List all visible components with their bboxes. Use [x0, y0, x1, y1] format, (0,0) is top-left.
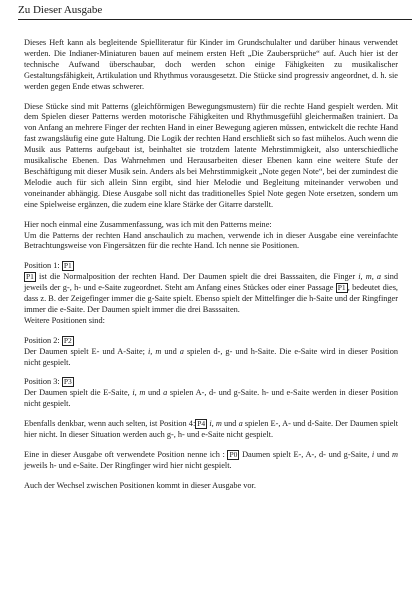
position-box-p0: P0 [229, 450, 238, 459]
fingers-i-m-a: i, m, a [358, 272, 382, 282]
closing-paragraph: Auch der Wechsel zwischen Positionen kommt in dieser Ausgabe vor. [24, 480, 256, 490]
position-3-text-a: Der Daumen spielt die E-Saite, [24, 388, 130, 398]
position-3-heading: Position 3: P3 [24, 377, 72, 387]
position-1-block [24, 261, 398, 326]
patterns-paragraph: Diese Stücke sind mit Patterns (gleichförmigen Bewegungsmustern) für die rechte Hand gespielt werden. Mit dem Spielen dieser Patterns werden motorische Fähigkeiten und Rhythmusgefühl gleichermaßen trainiert. Da von Anfang an mehrere Finger der rechten Hand in einer Bewegung agieren müssen, entwickelt die rechte Hand fast zwangsläufig eine gute Haltung. Die Logik der rechten Hand erschließt sich so fast mühelos. Auch wenn die Musik aus Patterns aufgebaut ist, beinhaltet sie trotzdem latente Mehrstimmigkeit, also unterschiedliche musikalische Ebenen. Das Wahrnehmen und Herausarbeiten dieser Ebenen kann eine weitere Stufe der Beschäftigung mit dieser Musik sein. Anders als bei Mehrstimmigkeit „Note gegen Note“, bei der zumindest die Melodie auch für sich allein Sinn ergibt, sind hier Melodie und Begleitung miteinander verwoben und voneinander abhängig. Diese Ausgabe soll nicht das traditionelles Spiel Note gegen Note ersetzen, sondern um eine Spielweise ergänzen, die zudem eine klare Stärke der Gitarre darstellt. [24, 101, 398, 209]
summary-line-2: Um die Patterns der rechten Hand anschaulich zu machen, verwende ich in dieser Ausgabe eine vereinfachte Betrachtungsweise von Fingersätzen für die rechte Hand. Ich nenne sie Positionen. [24, 230, 398, 251]
intro-paragraph: Dieses Heft kann als begleitende Spielliteratur für Kinder im Grundschulalter und darüber hinaus verwendet werden. Die Indianer-Miniaturen bauen auf meinem ersten Heft „Die Zaubersprüche“ auf. Auch hier ist der technische Aufwand überschaubar, doch werden schon einige Fähigkeiten zu musikalischer Gestaltungsfähigkeit, Artikulation und Rhythmus vorausgesetzt. Die Stücke sind progressiv angeordnet, d. h. sie werden gegen Ende etwas schwerer. [24, 38, 398, 91]
position-4-text-b: spielen E-, A- und d-Saite. Der Daumen spielt hier nicht. In dieser Situation werden auch g-, h- und e-Saite nicht gespielt. [24, 419, 399, 440]
position-3-text-b: spielen A-, d- und g-Saite. h- und e-Saite werden in dieser Position nicht gespielt. [24, 388, 398, 409]
position-4-block: Ebenfalls denkbar, wenn auch selten, ist Position 4: P4 i, m und a spielen E-, A- und d-Saite. Der Daumen spielt hier nicht. In dieser Situation werden auch g-, h- und e-Saite nicht gespielt. [24, 419, 399, 440]
position-box-p4: P4 [197, 419, 206, 429]
finger-a: a [179, 346, 184, 356]
position-2-block: Position 2: P2 Der Daumen spielt E- und A-Saite; i, m und a spielen d-, g- und h-Saite. Die e-Saite wird in dieser Position nicht gespielt. [24, 335, 399, 367]
position-0-block: Eine in dieser Ausgabe oft verwendete Position nenne ich : P0 Daumen spielt E-, A-, d- und g-Saite, i und m jeweils h- und e-Saite. Der Ringfinger wird hier nicht gespielt. [24, 450, 398, 470]
position-1-heading: Position 1: P1 [24, 261, 72, 271]
position-0-text-c: jeweils h- und e-Saite. Der Ringfinger wird hier nicht gespielt. [24, 460, 232, 470]
position-4-text-a: Ebenfalls denkbar, wenn auch selten, ist Position 4: [24, 419, 196, 429]
position-1-text-c: , bedeutet dies, dass z. B. der Zeigefinger immer die g-Saite spielt. Ebenso spielt der Mittelfinger die h-Saite und der Ringfinger immer die e-Saite. Der Daumen spielt immer die drei Basssaiten. [24, 283, 399, 314]
summary-paragraph [24, 220, 398, 253]
document-body [24, 38, 398, 492]
position-box-p1: P1 [337, 283, 346, 293]
fingers-i-m: i, m [132, 388, 146, 398]
finger-a: a [238, 419, 243, 429]
position-box-p1: P1 [63, 261, 72, 271]
fingers-sind: sind [384, 272, 399, 282]
fingers-i-m: i, m [209, 419, 222, 429]
position-1-text-a: ist die Normalposition der rechten Hand. Der Daumen spielt die drei Basssaiten, die Finger [39, 272, 356, 282]
position-2-heading: Position 2: P2 [24, 335, 72, 345]
position-0-text-a: Eine in dieser Ausgabe oft verwendete Position nenne ich : [24, 450, 225, 459]
position-2-text-a: Der Daumen spielt E- und A-Saite; [24, 346, 145, 356]
position-box-p1: P1 [26, 272, 34, 282]
fingers-i-m: i, m [147, 346, 162, 356]
summary-line-1: Hier noch einmal eine Zusammenfassung, was ich mit den Patterns meine: [24, 219, 272, 229]
position-box-p2: P2 [63, 335, 72, 345]
position-2-text-b: spielen d-, g- und h-Saite. Die e-Saite wird in dieser Position nicht gespielt. [24, 346, 399, 367]
position-3-block: Position 3: P3 Der Daumen spielt die E-Saite, i, m und a spielen A-, d- und g-Saite. h- und e-Saite werden in dieser Position nicht gespielt. [24, 377, 398, 409]
position-0-text-b: Daumen spielt E-, A-, d- und g-Saite, [242, 450, 370, 459]
position-box-p3: P3 [63, 377, 72, 387]
finger-m: m [392, 450, 398, 459]
position-1-text-b: jeweils der g-, h- und e-Saite zugeordnet. Steht am Anfang eines Stückes oder einer Passage [24, 283, 334, 293]
finger-i: i [371, 450, 375, 459]
page-title: Zu Dieser Ausgabe [18, 3, 412, 20]
position-1-text-d: Weitere Positionen sind: [24, 315, 105, 325]
finger-a: a [163, 388, 168, 398]
